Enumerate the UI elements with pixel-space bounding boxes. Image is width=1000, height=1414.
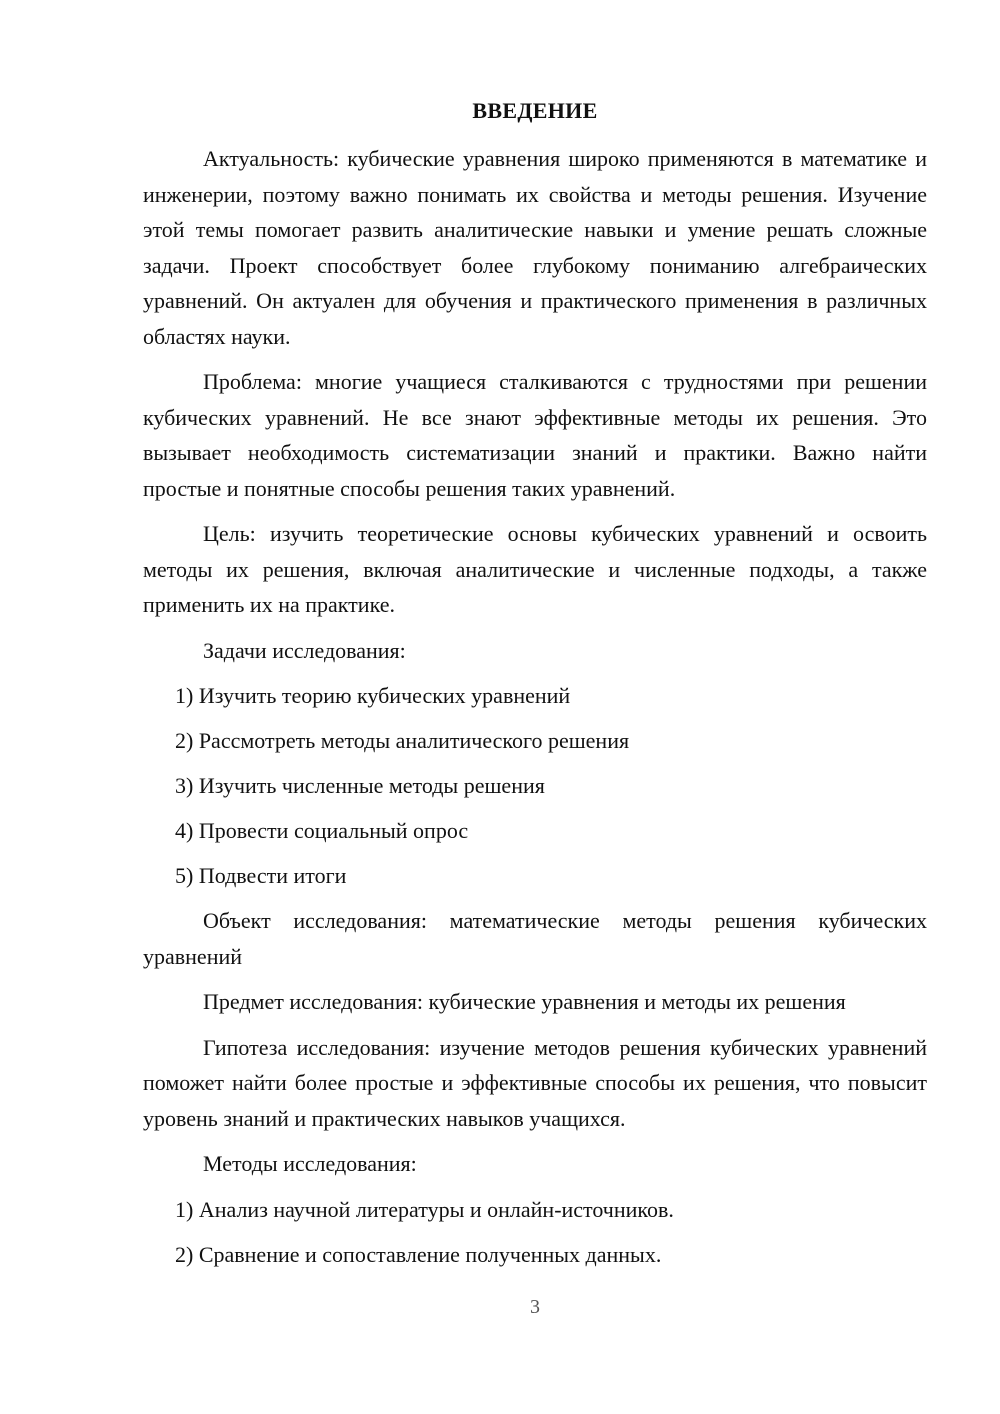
page-number: 3 xyxy=(530,1296,540,1318)
subject-paragraph: Предмет исследования: кубические уравнения и методы их решения xyxy=(203,989,846,1014)
list-item: 4) Провести социальный опрос xyxy=(175,818,469,843)
methods-list xyxy=(143,1192,927,1273)
methods-heading: Методы исследования: xyxy=(203,1151,417,1176)
list-item: 2) Рассмотреть методы аналитического решения xyxy=(175,728,630,753)
list-item: 1) Анализ научной литературы и онлайн-источников. xyxy=(175,1196,674,1222)
hypothesis-paragraph: Гипотеза исследования: изучение методов решения кубических уравнений поможет найти более простые и эффективные способы их решения, что повысит уровень знаний и практических навыков учащихся. xyxy=(143,1034,927,1131)
relevance-paragraph: Актуальность: кубические уравнения широко применяются в математике и инженерии, поэтому важно понимать их свойства и методы решения. Изучение этой темы помогает развить аналитические навыки и умение решать сложные задачи. Проект способствует более глубокому пониманию алгебраических уравнений. Он актуален для обучения и практического применения в различных областях науки. xyxy=(143,146,927,349)
section-title: ВВЕДЕНИЕ xyxy=(472,98,598,123)
list-item: 5) Подвести итоги xyxy=(175,863,347,888)
list-item: 1) Изучить теорию кубических уравнений xyxy=(175,683,571,708)
list-item: 3) Изучить численные методы решения xyxy=(175,773,545,798)
list-item: 2) Сравнение и сопоставление полученных данных. xyxy=(175,1241,662,1267)
tasks-heading: Задачи исследования: xyxy=(203,637,406,663)
goal-paragraph: Цель: изучить теоретические основы кубических уравнений и освоить методы их решения, включая аналитические и численные подходы, а также применить их на практике. xyxy=(143,521,927,617)
tasks-list xyxy=(143,678,927,894)
object-paragraph: Объект исследования: математические методы решения кубических уравнений xyxy=(143,908,927,969)
problem-paragraph: Проблема: многие учащиеся сталкиваются с трудностями при решении кубических уравнений. Не все знают эффективные методы их решения. Это вызывает необходимость систематизации знаний и практики. Важно найти простые и понятные способы решения таких уравнений. xyxy=(143,369,927,501)
page-content xyxy=(143,94,927,1282)
